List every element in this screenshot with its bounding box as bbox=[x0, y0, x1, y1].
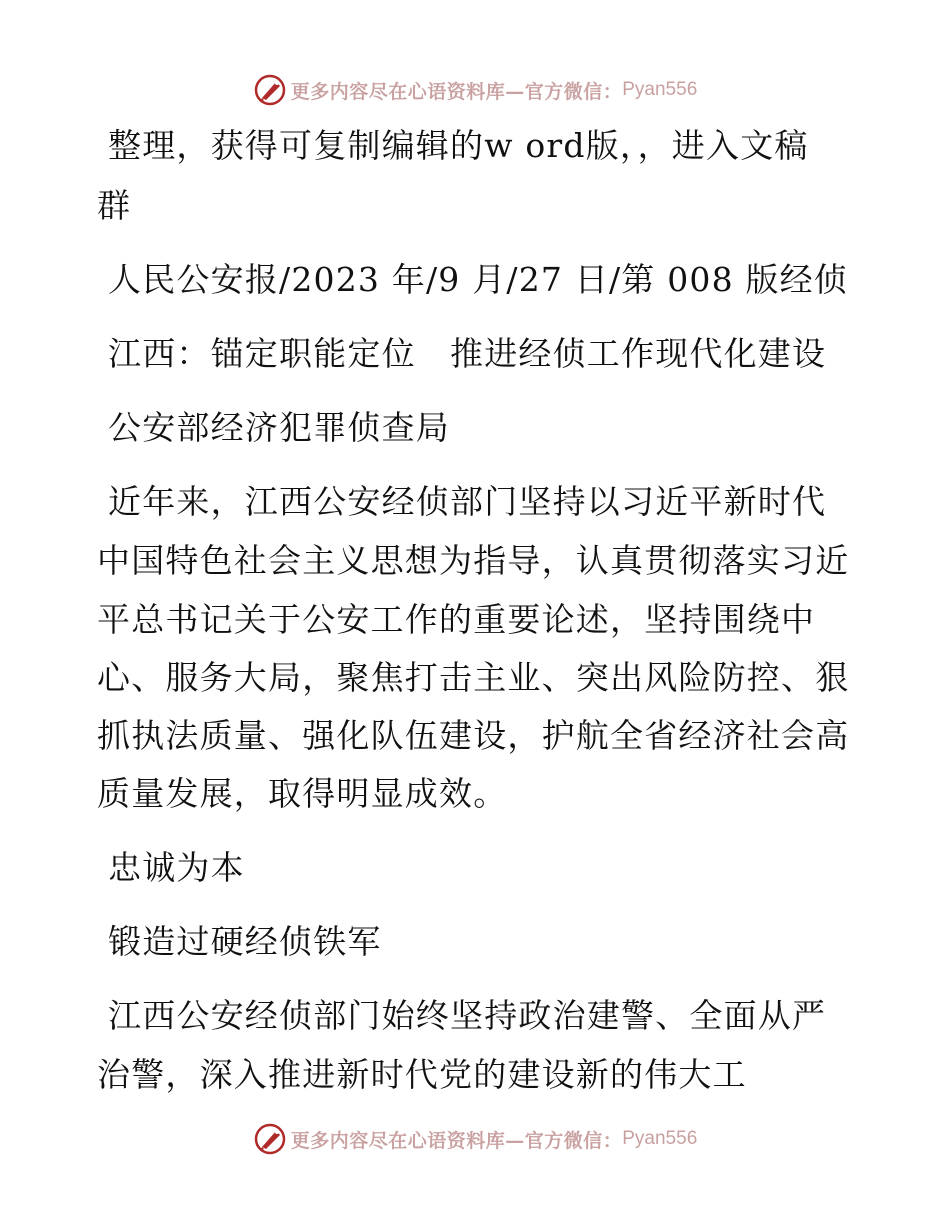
doc-line: 心、服务大局，聚焦打击主业、突出风险防控、狠 bbox=[97, 658, 850, 697]
doc-line: 人民公安报/2023 年/9 月/27 日/第 008 版经侦 bbox=[108, 260, 849, 299]
doc-line: 平总书记关于公安工作的重要论述，坚持围绕中 bbox=[97, 600, 816, 639]
doc-line: 群 bbox=[97, 186, 132, 225]
doc-line: 公安部经济犯罪侦查局 bbox=[108, 408, 450, 447]
banner-text: 更多内容尽在心语资料库—官方微信： bbox=[290, 80, 623, 103]
section-subheading: 锻造过硬经侦铁军 bbox=[108, 922, 382, 961]
banner-text: 更多内容尽在心语资料库—官方微信： bbox=[290, 1129, 623, 1152]
footer-banner bbox=[0, 1119, 950, 1159]
doc-line: 整理，获得可复制编辑的w ord版，，进入文稿 bbox=[108, 126, 809, 165]
header-banner bbox=[0, 70, 950, 110]
doc-line: 治警，深入推进新时代党的建设新的伟大工 bbox=[97, 1055, 747, 1094]
doc-line: 江西：锚定职能定位 推进经侦工作现代化建设 bbox=[108, 334, 827, 373]
banner-wechat-id: Pyan556 bbox=[622, 79, 698, 100]
doc-line: 江西公安经侦部门始终坚持政治建警、全面从严 bbox=[108, 996, 827, 1035]
doc-line: 近年来，江西公安经侦部门坚持以习近平新时代 bbox=[108, 482, 827, 521]
doc-line: 质量发展，取得明显成效。 bbox=[97, 774, 508, 813]
doc-line: 抓执法质量、强化队伍建设，护航全省经济社会高 bbox=[97, 716, 850, 755]
section-heading: 忠诚为本 bbox=[108, 848, 245, 887]
pen-logo-icon bbox=[253, 1122, 287, 1156]
pen-logo-icon bbox=[253, 73, 287, 107]
doc-line: 中国特色社会主义思想为指导，认真贯彻落实习近 bbox=[97, 541, 850, 580]
banner-wechat-id: Pyan556 bbox=[622, 1128, 698, 1149]
